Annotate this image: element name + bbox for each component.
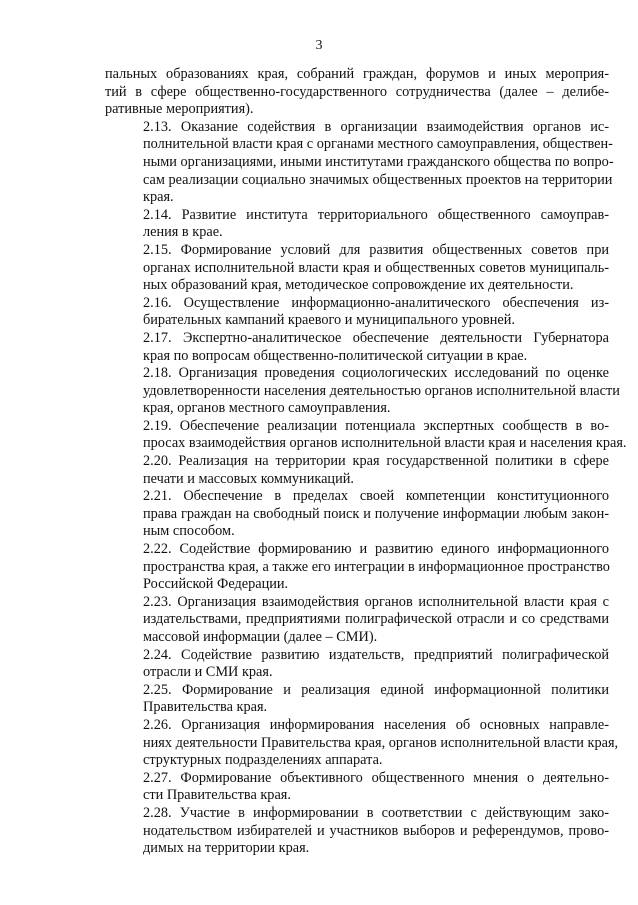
text-line: 2.21. Обеспечение в пределах своей компетенции конституционного (143, 488, 609, 505)
document-body (105, 66, 627, 858)
text-line: сам реализации социально значимых общественных проектов на территории (143, 171, 613, 188)
text-line: ным способом. (143, 523, 235, 540)
text-line: 2.18. Организация проведения социологических исследований по оценке (143, 365, 609, 382)
paragraph (105, 295, 609, 330)
paragraph (105, 647, 609, 682)
paragraph (105, 453, 609, 488)
text-line: бирательных кампаний краевого и муниципального уровней. (143, 312, 515, 329)
text-line: Российской Федерации. (143, 576, 289, 593)
text-line: полнительной власти края с органами местного самоуправления, обществен- (143, 136, 613, 153)
text-line: просах взаимодействия органов исполнительной власти края и населения края. (143, 435, 627, 452)
text-line: отрасли и СМИ края. (143, 664, 273, 681)
paragraph (105, 330, 609, 365)
paragraph (105, 716, 619, 770)
text-line: ниях деятельности Правительства края, органов исполнительной власти края, (143, 734, 619, 751)
text-line: 2.16. Осуществление информационно-аналитического обеспечения из- (143, 294, 609, 311)
text-line: удовлетворенности населения деятельностью органов исполнительной власти (143, 382, 620, 399)
paragraph (105, 118, 614, 207)
text-line: 2.15. Формирование условий для развития общественных советов при (143, 241, 609, 258)
paragraph (105, 365, 620, 418)
text-line: 2.14. Развитие института территориального общественного самоуправ- (143, 206, 609, 223)
text-line: тий в сфере общественно-государственного сотрудничества (далее – делибе- (105, 83, 609, 100)
text-line: 2.26. Организация информирования населения об основных направле- (143, 716, 609, 733)
paragraph (105, 594, 609, 647)
paragraph (105, 682, 609, 717)
text-line: печати и массовых коммуникаций. (143, 470, 354, 487)
text-line: массовой информации (далее – СМИ). (143, 629, 378, 645)
text-line: органах исполнительной власти края и общественных советов муниципаль- (143, 259, 609, 276)
text-line: 2.13. Оказание содействия в организации взаимодействия органов ис- (143, 118, 609, 135)
paragraph (105, 805, 609, 858)
text-line: ративные мероприятия). (105, 101, 254, 118)
text-line: издательствами, предприятиями полиграфической отрасли и со средствами (143, 611, 609, 628)
text-line: 2.28. Участие в информировании в соответствии с действующим зако- (143, 804, 609, 821)
paragraph (105, 770, 609, 805)
text-line: края, органов местного самоуправления. (143, 400, 391, 417)
paragraph (105, 207, 609, 242)
text-line: 2.19. Обеспечение реализации потенциала экспертных сообществ в во- (143, 417, 609, 434)
text-line: ления в крае. (143, 224, 223, 241)
text-line: 2.24. Содействие развитию издательств, предприятий полиграфической (143, 646, 609, 663)
paragraph (105, 242, 609, 295)
text-line: 2.17. Экспертно-аналитическое обеспечение деятельности Губернатора (143, 329, 609, 346)
text-line: 2.23. Организация взаимодействия органов исполнительной власти края с (143, 593, 609, 610)
text-line: структурных подразделениях аппарата. (143, 752, 383, 769)
page-number: 3 (315, 38, 323, 53)
text-line: 2.25. Формирование и реализация единой информационной политики (143, 681, 609, 698)
paragraph (105, 488, 609, 541)
paragraph (105, 66, 609, 119)
paragraph (105, 541, 609, 594)
text-line: сти Правительства края. (143, 787, 291, 804)
text-line: 2.22. Содействие формированию и развитию единого информационного (143, 541, 609, 558)
text-line: права граждан на свободный поиск и получение информации любым закон- (143, 505, 609, 522)
text-line: димых на территории края. (143, 840, 310, 857)
text-line: пространства края, а также его интеграции в информационное пространство (143, 558, 610, 575)
text-line: Правительства края. (143, 699, 268, 716)
text-line: края. (143, 189, 174, 206)
text-line: нодательством избирателей и участников выборов и референдумов, прово- (143, 822, 609, 839)
text-line: края по вопросам общественно-политической ситуации в крае. (143, 347, 528, 364)
text-line: 2.20. Реализация на территории края государственной политики в сфере (143, 453, 609, 470)
text-line: ными организациями, иными институтами гражданского общества по вопро- (143, 153, 614, 170)
text-line: ных образований края, методическое сопровождение их деятельности. (143, 277, 574, 294)
text-line: пальных образованиях края, собраний граждан, форумов и иных мероприя- (105, 66, 609, 82)
paragraph (105, 417, 627, 453)
text-line: 2.27. Формирование объективного общественного мнения о деятельно- (143, 769, 609, 786)
